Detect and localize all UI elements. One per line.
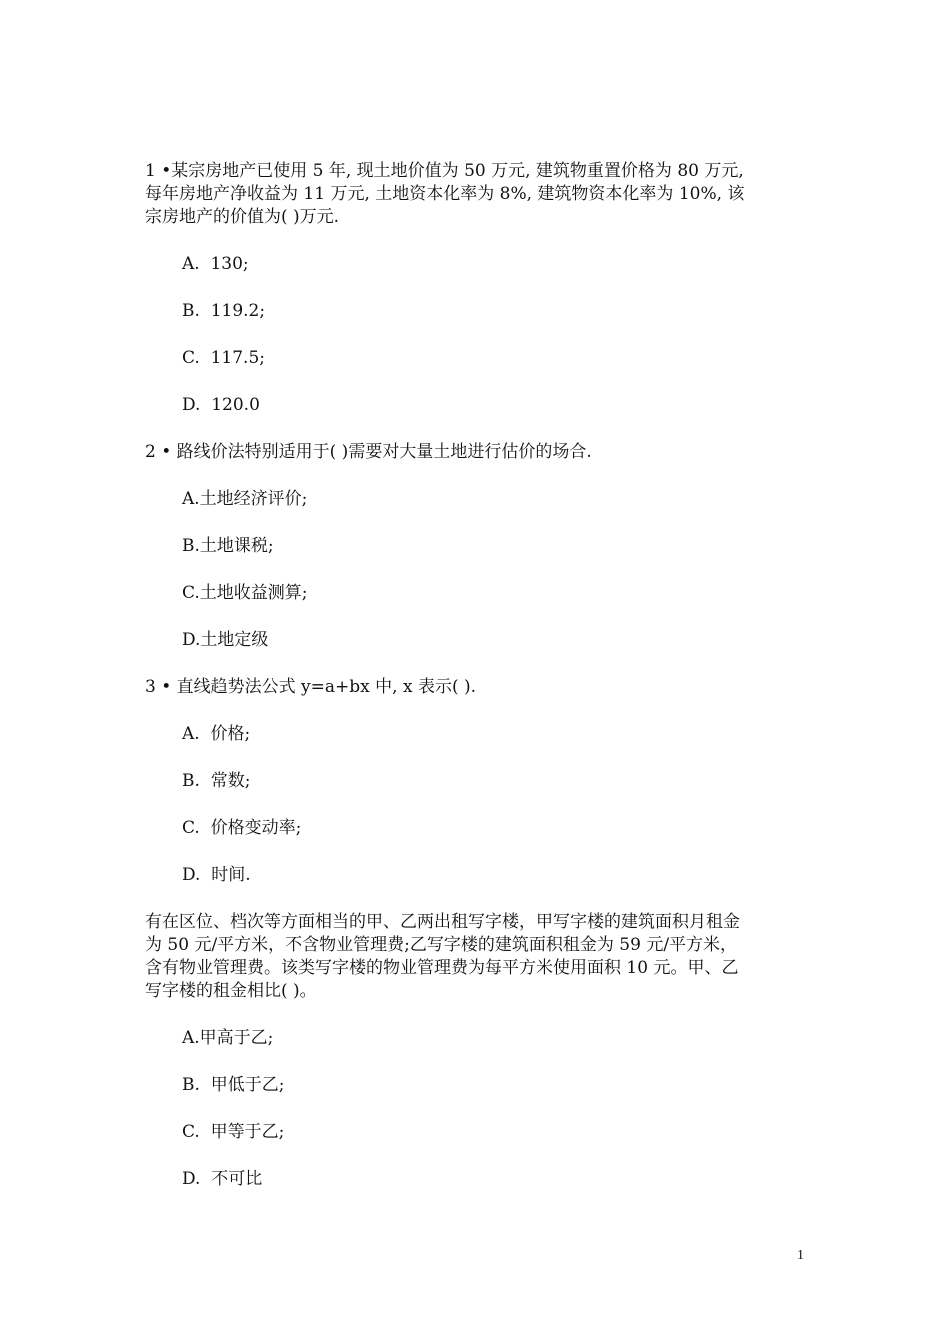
question-stem-line: 宗房地产的价值为( )万元. — [145, 207, 340, 227]
question-stem-line: 写字楼的租金相比( )。 — [145, 981, 317, 1001]
question-stem-line: 含有物业管理费。该类写字楼的物业管理费为每平方米使用面积 10 元。甲、乙 — [145, 958, 739, 978]
option-a: A. 价格; — [182, 724, 251, 744]
document-body — [145, 160, 810, 1191]
question-2 — [145, 441, 810, 676]
option-a: A.土地经济评价; — [182, 489, 308, 509]
question-stem-line: 3 • 直线趋势法公式 y=a+bx 中, x 表示( ). — [145, 677, 477, 697]
option-b: B. 常数; — [182, 771, 251, 791]
question-stem-line: 为 50 元/平方米，不含物业管理费;乙写字楼的建筑面积租金为 59 元/平方米， — [145, 935, 738, 955]
option-c: C. 价格变动率; — [182, 818, 302, 838]
option-d: D. 120.0 — [182, 395, 260, 415]
option-d: D.土地定级 — [182, 630, 269, 650]
option-b: B. 119.2; — [182, 301, 266, 321]
question-1 — [145, 160, 810, 441]
question-4 — [145, 911, 810, 1191]
question-3 — [145, 676, 810, 911]
option-a: A.甲高于乙; — [182, 1028, 274, 1048]
option-c: C. 甲等于乙; — [182, 1122, 285, 1142]
question-stem-line: 1 •某宗房地产已使用 5 年, 现土地价值为 50 万元, 建筑物重置价格为 80 万元, — [145, 161, 744, 181]
question-stem-line: 2 • 路线价法特别适用于( )需要对大量土地进行估价的场合. — [145, 442, 592, 462]
question-stem-line: 每年房地产净收益为 11 万元, 土地资本化率为 8%, 建筑物资本化率为 10%, 该 — [145, 184, 745, 204]
option-d: D. 时间. — [182, 865, 251, 885]
option-d: D. 不可比 — [182, 1169, 263, 1189]
option-a: A. 130; — [182, 254, 249, 274]
question-stem-line: 有在区位、档次等方面相当的甲、乙两出租写字楼，甲写字楼的建筑面积月租金 — [145, 912, 740, 932]
option-c: C.土地收益测算; — [182, 583, 308, 603]
option-b: B. 甲低于乙; — [182, 1075, 285, 1095]
page-number: 1 — [797, 1248, 804, 1263]
option-c: C. 117.5; — [182, 348, 266, 368]
option-b: B.土地课税; — [182, 536, 274, 556]
